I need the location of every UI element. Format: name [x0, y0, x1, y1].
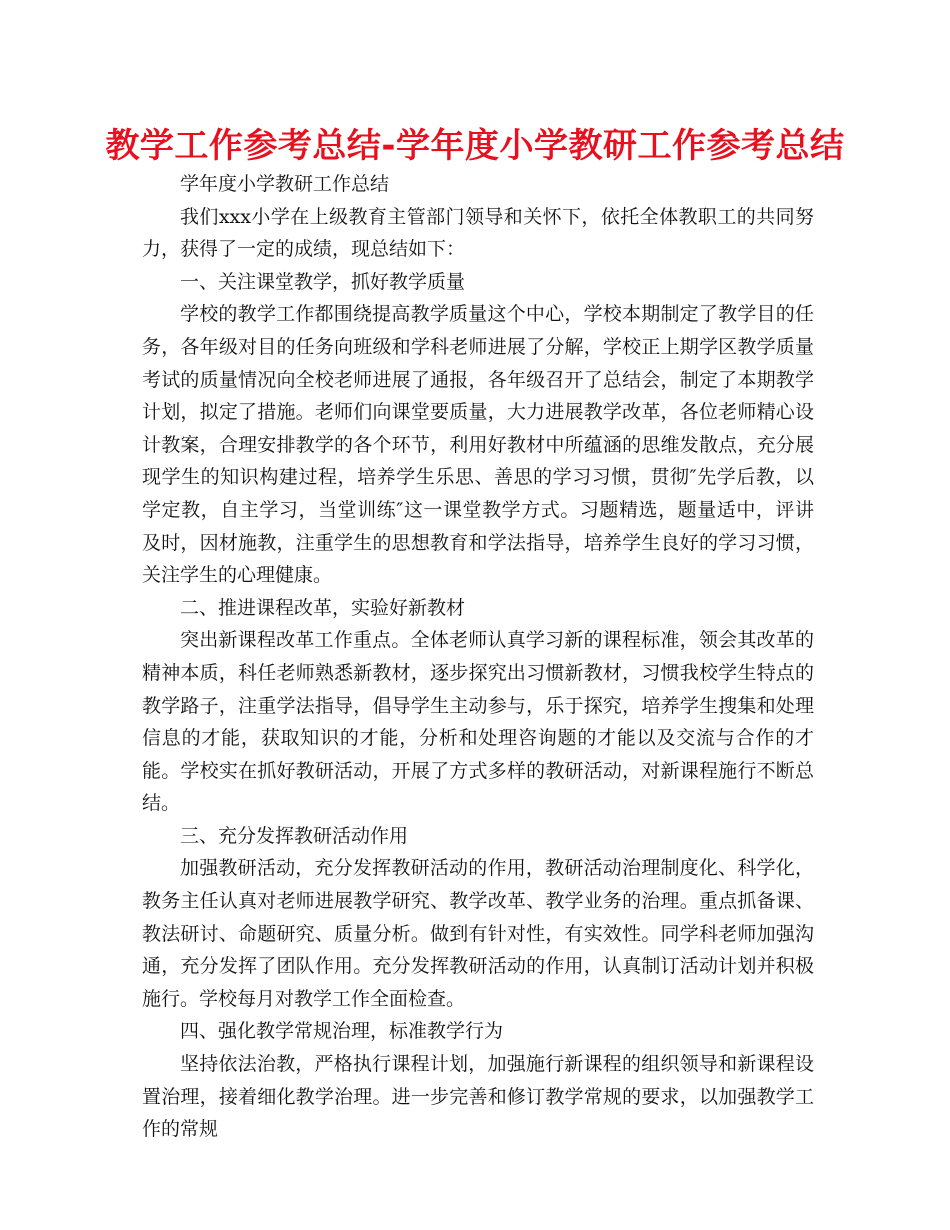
section-body-3: 加强教研活动，充分发挥教研活动的作用，教研活动治理制度化、科学化，教务主任认真对老师进展教学研究、教学改革、教学业务的治理。重点抓备课、教法研讨、命题研究、质量分析。做到有针对性，有实效性。同学科老师加强沟通，充分发挥了团队作用。充分发挥教研活动的作用，认真制订活动计划并积极施行。学校每月对教学工作全面检查。: [142, 857, 814, 1010]
document-body: [142, 168, 814, 1146]
intro-paragraph: 我们xxx小学在上级教育主管部门领导和关怀下，依托全体教职工的共同努力，获得了一定的成绩，现总结如下：: [142, 205, 814, 261]
subtitle-paragraph: 学年度小学教研工作总结: [180, 173, 390, 195]
section-heading-4: 四、强化教学常规治理，标准教学行为: [180, 1020, 504, 1043]
section-body-2: 突出新课程改革工作重点。全体老师认真学习新的课程标准，领会其改革的精神本质，科任老师熟悉新教材，逐步探究出习惯新教材，习惯我校学生特点的教学路子，注重学法指导，倡导学生主动参与，乐于探究，培养学生搜集和处理信息的才能，获取知识的才能，分析和处理咨询题的才能以及交流与合作的才能。学校实在抓好教研活动，开展了方式多样的教研活动，对新课程施行不断总结。: [142, 629, 814, 815]
section-heading-2: 二、推进课程改革，实验好新教材: [180, 596, 466, 619]
section-heading-3: 三、充分发挥教研活动作用: [180, 824, 409, 847]
document-title: 教学工作参考总结-学年度小学教研工作参考总结: [105, 126, 845, 166]
section-heading-1: 一、关注课堂教学，抓好教学质量: [180, 270, 466, 293]
section-body-1: 学校的教学工作都围绕提高教学质量这个中心，学校本期制定了教学目的任务，各年级对目的任务向班级和学科老师进展了分解，学校正上期学区教学质量考试的质量情况向全校老师进展了通报，各年级召开了总结会，制定了本期教学计划，拟定了措施。老师们向课堂要质量，大力进展教学改革，各位老师精心设计教案，合理安排教学的各个环节，利用好教材中所蕴涵的思维发散点，充分展现学生的知识构建过程，培养学生乐思、善思的学习习惯，贯彻″先学后教，以学定教，自主学习，当堂训练″这一课堂教学方式。习题精选，题量适中，评讲及时，因材施教，注重学生的思想教育和学法指导，培养学生良好的学习习惯，关注学生的心理健康。: [142, 303, 814, 587]
section-body-4: 坚持依法治教，严格执行课程计划，加强施行新课程的组织领导和新课程设置治理，接着细化教学治理。进一步完善和修订教学常规的要求，以加强教学工作的常规: [142, 1053, 814, 1141]
